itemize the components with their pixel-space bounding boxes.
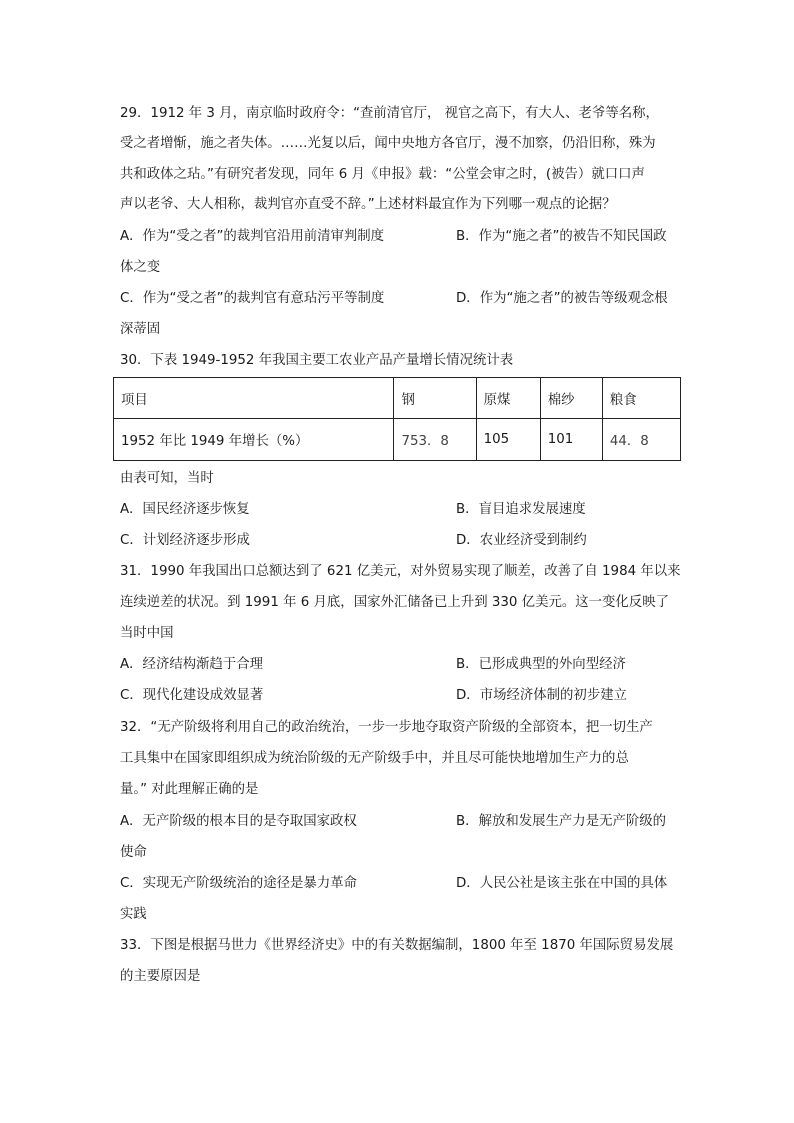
- q29-stem-line-3: 共和政体之玷。”有研究者发现，同年 6 月《申报》载：“公堂会审之时，(被告）就口口声: [120, 167, 645, 182]
- q29-stem-line-2: 受之者增惭，施之者失体。……光复以后，闻中央地方各官厅，漫不加察，仍沿旧称，殊为: [120, 136, 656, 151]
- table-row: [114, 419, 681, 461]
- q29-option-a: A．作为“受之者”的裁判官沿用前清审判制度: [120, 229, 385, 244]
- q32-option-d: D．人民公社是该主张在中国的具体: [456, 876, 668, 891]
- q30-stem: 30．下表 1949-1952 年我国主要工农业产品产量增长情况统计表: [120, 353, 514, 368]
- q30-after-table: 由表可知，当时: [120, 471, 214, 486]
- q31-stem-line-3: 当时中国: [120, 626, 174, 641]
- q29-stem-line-4: 声以老爷、大人相称，裁判官亦直受不辞。”上述材料最宜作为下列哪一观点的论据？: [120, 197, 616, 212]
- q29-option-c: C．作为“受之者”的裁判官有意玷污平等制度: [120, 291, 385, 306]
- q31-option-c: C．现代化建设成效显著: [120, 688, 264, 703]
- header-cotton-yarn: 棉纱: [540, 378, 602, 419]
- q33-stem-line-2: 的主要原因是: [120, 969, 201, 984]
- q33-stem-line-1: 33．下图是根据马世力《世界经济史》中的有关数据编制，1800 年至 1870 年国际贸易发展: [120, 938, 674, 953]
- q31-option-d: D．市场经济体制的初步建立: [456, 688, 627, 703]
- q30-option-a: A．国民经济逐步恢复: [120, 502, 250, 517]
- cell-steel: 753．8: [394, 419, 476, 461]
- q30-statistics-table: [113, 377, 681, 461]
- table-header-row: [114, 378, 681, 419]
- q32-option-d-cont: 实践: [120, 907, 147, 922]
- q32-option-a: A．无产阶级的根本目的是夺取国家政权: [120, 814, 357, 829]
- q32-option-b-cont: 使命: [120, 845, 147, 860]
- q29-option-b-cont: 体之变: [120, 260, 161, 275]
- q29-stem-line-1: 29．1912 年 3 月，南京临时政府令：“查前清官厅， 视官之高下，有大人、老爷等名称，: [120, 106, 659, 121]
- q32-stem-line-3: 量。” 对此理解正确的是: [120, 782, 259, 797]
- q30-option-b: B．盲目追求发展速度: [456, 502, 586, 517]
- q32-stem-line-2: 工具集中在国家即组织成为统治阶级的无产阶级手中，并且尽可能快地增加生产力的总: [120, 751, 629, 766]
- q31-option-a: A．经济结构渐趋于合理: [120, 657, 264, 672]
- header-item: 项目: [114, 378, 394, 419]
- q31-stem-line-2: 连续逆差的状况。到 1991 年 6 月底，国家外汇储备已上升到 330 亿美元。这一变化反映了: [120, 595, 669, 610]
- q31-stem-line-1: 31．1990 年我国出口总额达到了 621 亿美元，对外贸易实现了顺差，改善了自 1984 年以来: [120, 564, 681, 579]
- cell-grain: 44．8: [602, 419, 680, 461]
- q29-option-d-cont: 深蒂固: [120, 322, 161, 337]
- q30-option-c: C．计划经济逐步形成: [120, 533, 250, 548]
- row-label: 1952 年比 1949 年增长（%）: [114, 419, 394, 461]
- header-coal: 原煤: [476, 378, 540, 419]
- q29-option-b: B．作为“施之者”的被告不知民国政: [456, 229, 667, 244]
- q30-option-d: D．农业经济受到制约: [456, 533, 587, 548]
- q31-option-b: B．已形成典型的外向型经济: [456, 657, 626, 672]
- cell-coal: 105: [476, 419, 540, 461]
- q32-stem-line-1: 32．“无产阶级将利用自己的政治统治，一步一步地夺取资产阶级的全部资本，把一切生产: [120, 720, 653, 735]
- q29-option-d: D．作为“施之者”的被告等级观念根: [456, 291, 668, 306]
- cell-cotton-yarn: 101: [540, 419, 602, 461]
- q32-option-b: B．解放和发展生产力是无产阶级的: [456, 814, 667, 829]
- header-grain: 粮食: [602, 378, 680, 419]
- header-steel: 钢: [394, 378, 476, 419]
- q32-option-c: C．实现无产阶级统治的途径是暴力革命: [120, 876, 357, 891]
